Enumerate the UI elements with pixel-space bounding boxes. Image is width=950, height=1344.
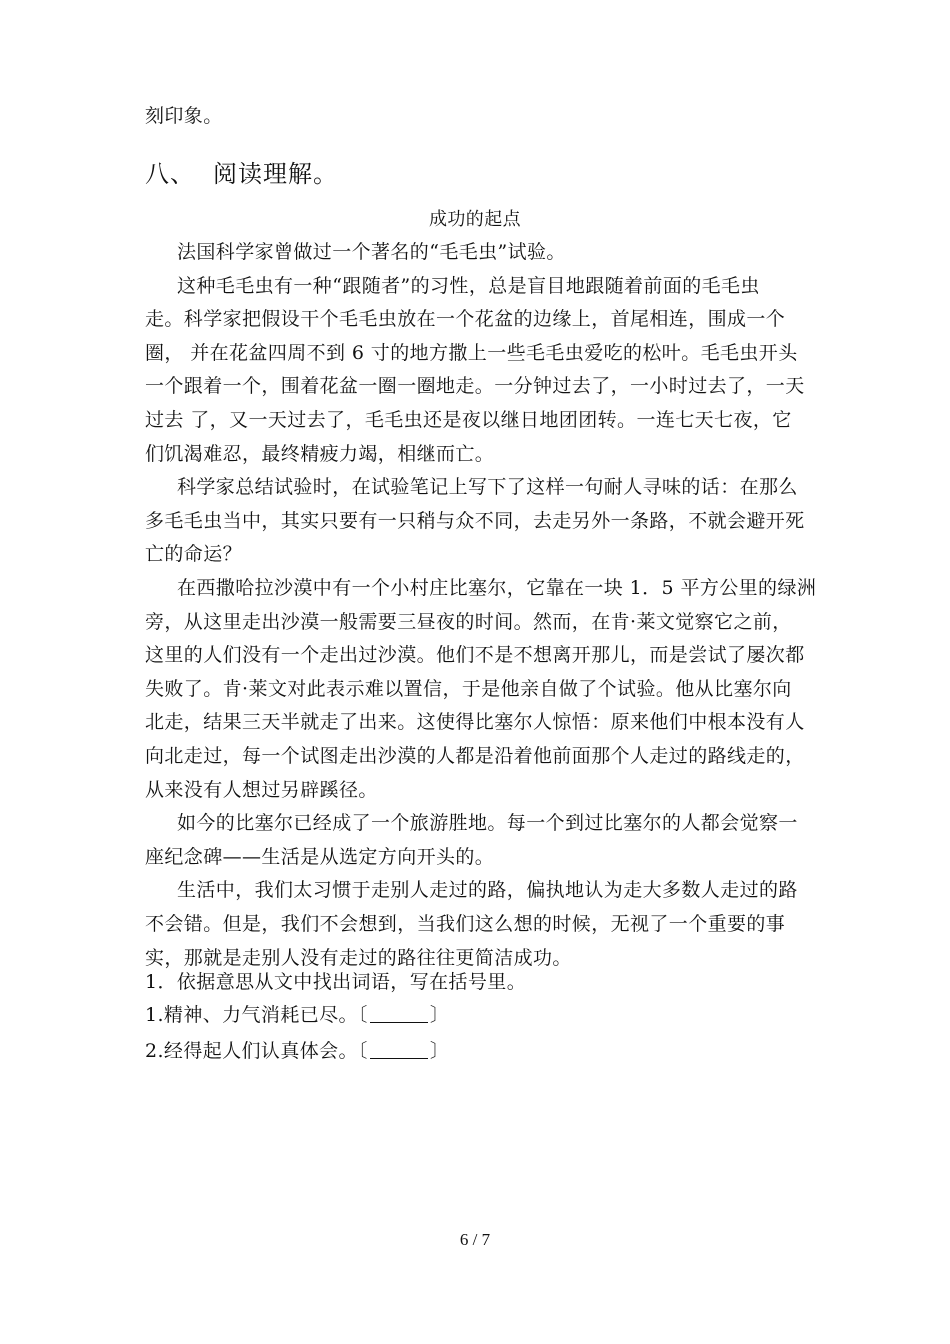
article-line: 如今的比塞尔已经成了一个旅游胜地。每一个到过比塞尔的人都会觉察一 [177,812,798,834]
article-line: 北走，结果三天半就走了出来。这使得比塞尔人惊悟：原来他们中根本没有人 [145,711,805,733]
article-line: 这种毛毛虫有一种“跟随者”的习性，总是盲目地跟随着前面的毛毛虫 [177,275,760,297]
article-title: 成功的起点 [429,209,521,230]
article-line: 实，那就是走别人没有走过的路往往更简洁成功。 [145,947,572,969]
article-line: 在西撒哈拉沙漠中有一个小村庄比塞尔，它靠在一块 1．5 平方公里的绿洲 [177,577,817,599]
question-item-close: 〕 [429,1004,450,1026]
article-line: 不会错。但是，我们不会想到，当我们这么想的时候，无视了一个重要的事 [145,913,786,935]
article-line: 科学家总结试验时，在试验笔记上写下了这样一句耐人寻味的话：在那么 [177,476,798,498]
article-line: 生活中，我们太习惯于走别人走过的路，偏执地认为走大多数人走过的路 [177,879,798,901]
question-item-close: 〕 [429,1040,450,1062]
article-line: 这里的人们没有一个走出过沙漠。他们不是不想离开那儿，而是尝试了屡次都 [145,644,805,666]
article-line: 亡的命运？ [145,543,243,565]
question-prompt: 1．依据意思从文中找出词语，写在括号里。 [145,971,527,993]
article-line: 过去 了，又一天过去了，毛毛虫还是夜以继日地团团转。一连七天七夜，它 [145,409,792,431]
question-item-text: 2.经得起人们认真体会。〔 [145,1040,368,1062]
section-title: 阅读理解。 [213,160,338,188]
question-item [145,1003,449,1027]
article-line: 法国科学家曾做过一个著名的“毛毛虫”试验。 [177,241,566,263]
article-line: 旁，从这里走出沙漠一般需要三昼夜的时间。然而，在肯·莱文觉察它之前， [145,611,792,633]
question-item-text: 1.精神、力气消耗已尽。〔 [145,1004,368,1026]
page-number: 6 / 7 [459,1230,491,1249]
article-line: 们饥渴难忍，最终精疲力竭，相继而亡。 [145,443,495,465]
article-line: 圈， 并在花盆四周不到 6 寸的地方撒上一些毛毛虫爱吃的松叶。毛毛虫开头 [145,342,798,364]
article-line: 多毛毛虫当中，其实只要有一只稍与众不同，去走另外一条路，不就会避开死 [145,510,805,532]
article-line: 走。科学家把假设干个毛毛虫放在一个花盆的边缘上，首尾相连，围成一个 [145,308,786,330]
article-line: 向北走过，每一个试图走出沙漠的人都是沿着他前面那个人走过的路线走的， [145,745,805,767]
top-text-fragment: 刻印象。 [145,105,223,127]
article-line: 座纪念碑——生活是从选定方向开头的。 [145,846,495,868]
article-line: 从来没有人想过另辟蹊径。 [145,779,378,801]
article-line: 一个跟着一个，围着花盆一圈一圈地走。一分钟过去了，一小时过去了，一天 [145,375,805,397]
section-number: 八、 [145,160,195,188]
question-item [145,1039,449,1063]
answer-blank[interactable] [370,1006,428,1023]
answer-blank[interactable] [370,1042,428,1059]
section-heading [145,158,338,190]
article-line: 失败了。肯·莱文对此表示难以置信，于是他亲自做了个试验。他从比塞尔向 [145,678,792,700]
